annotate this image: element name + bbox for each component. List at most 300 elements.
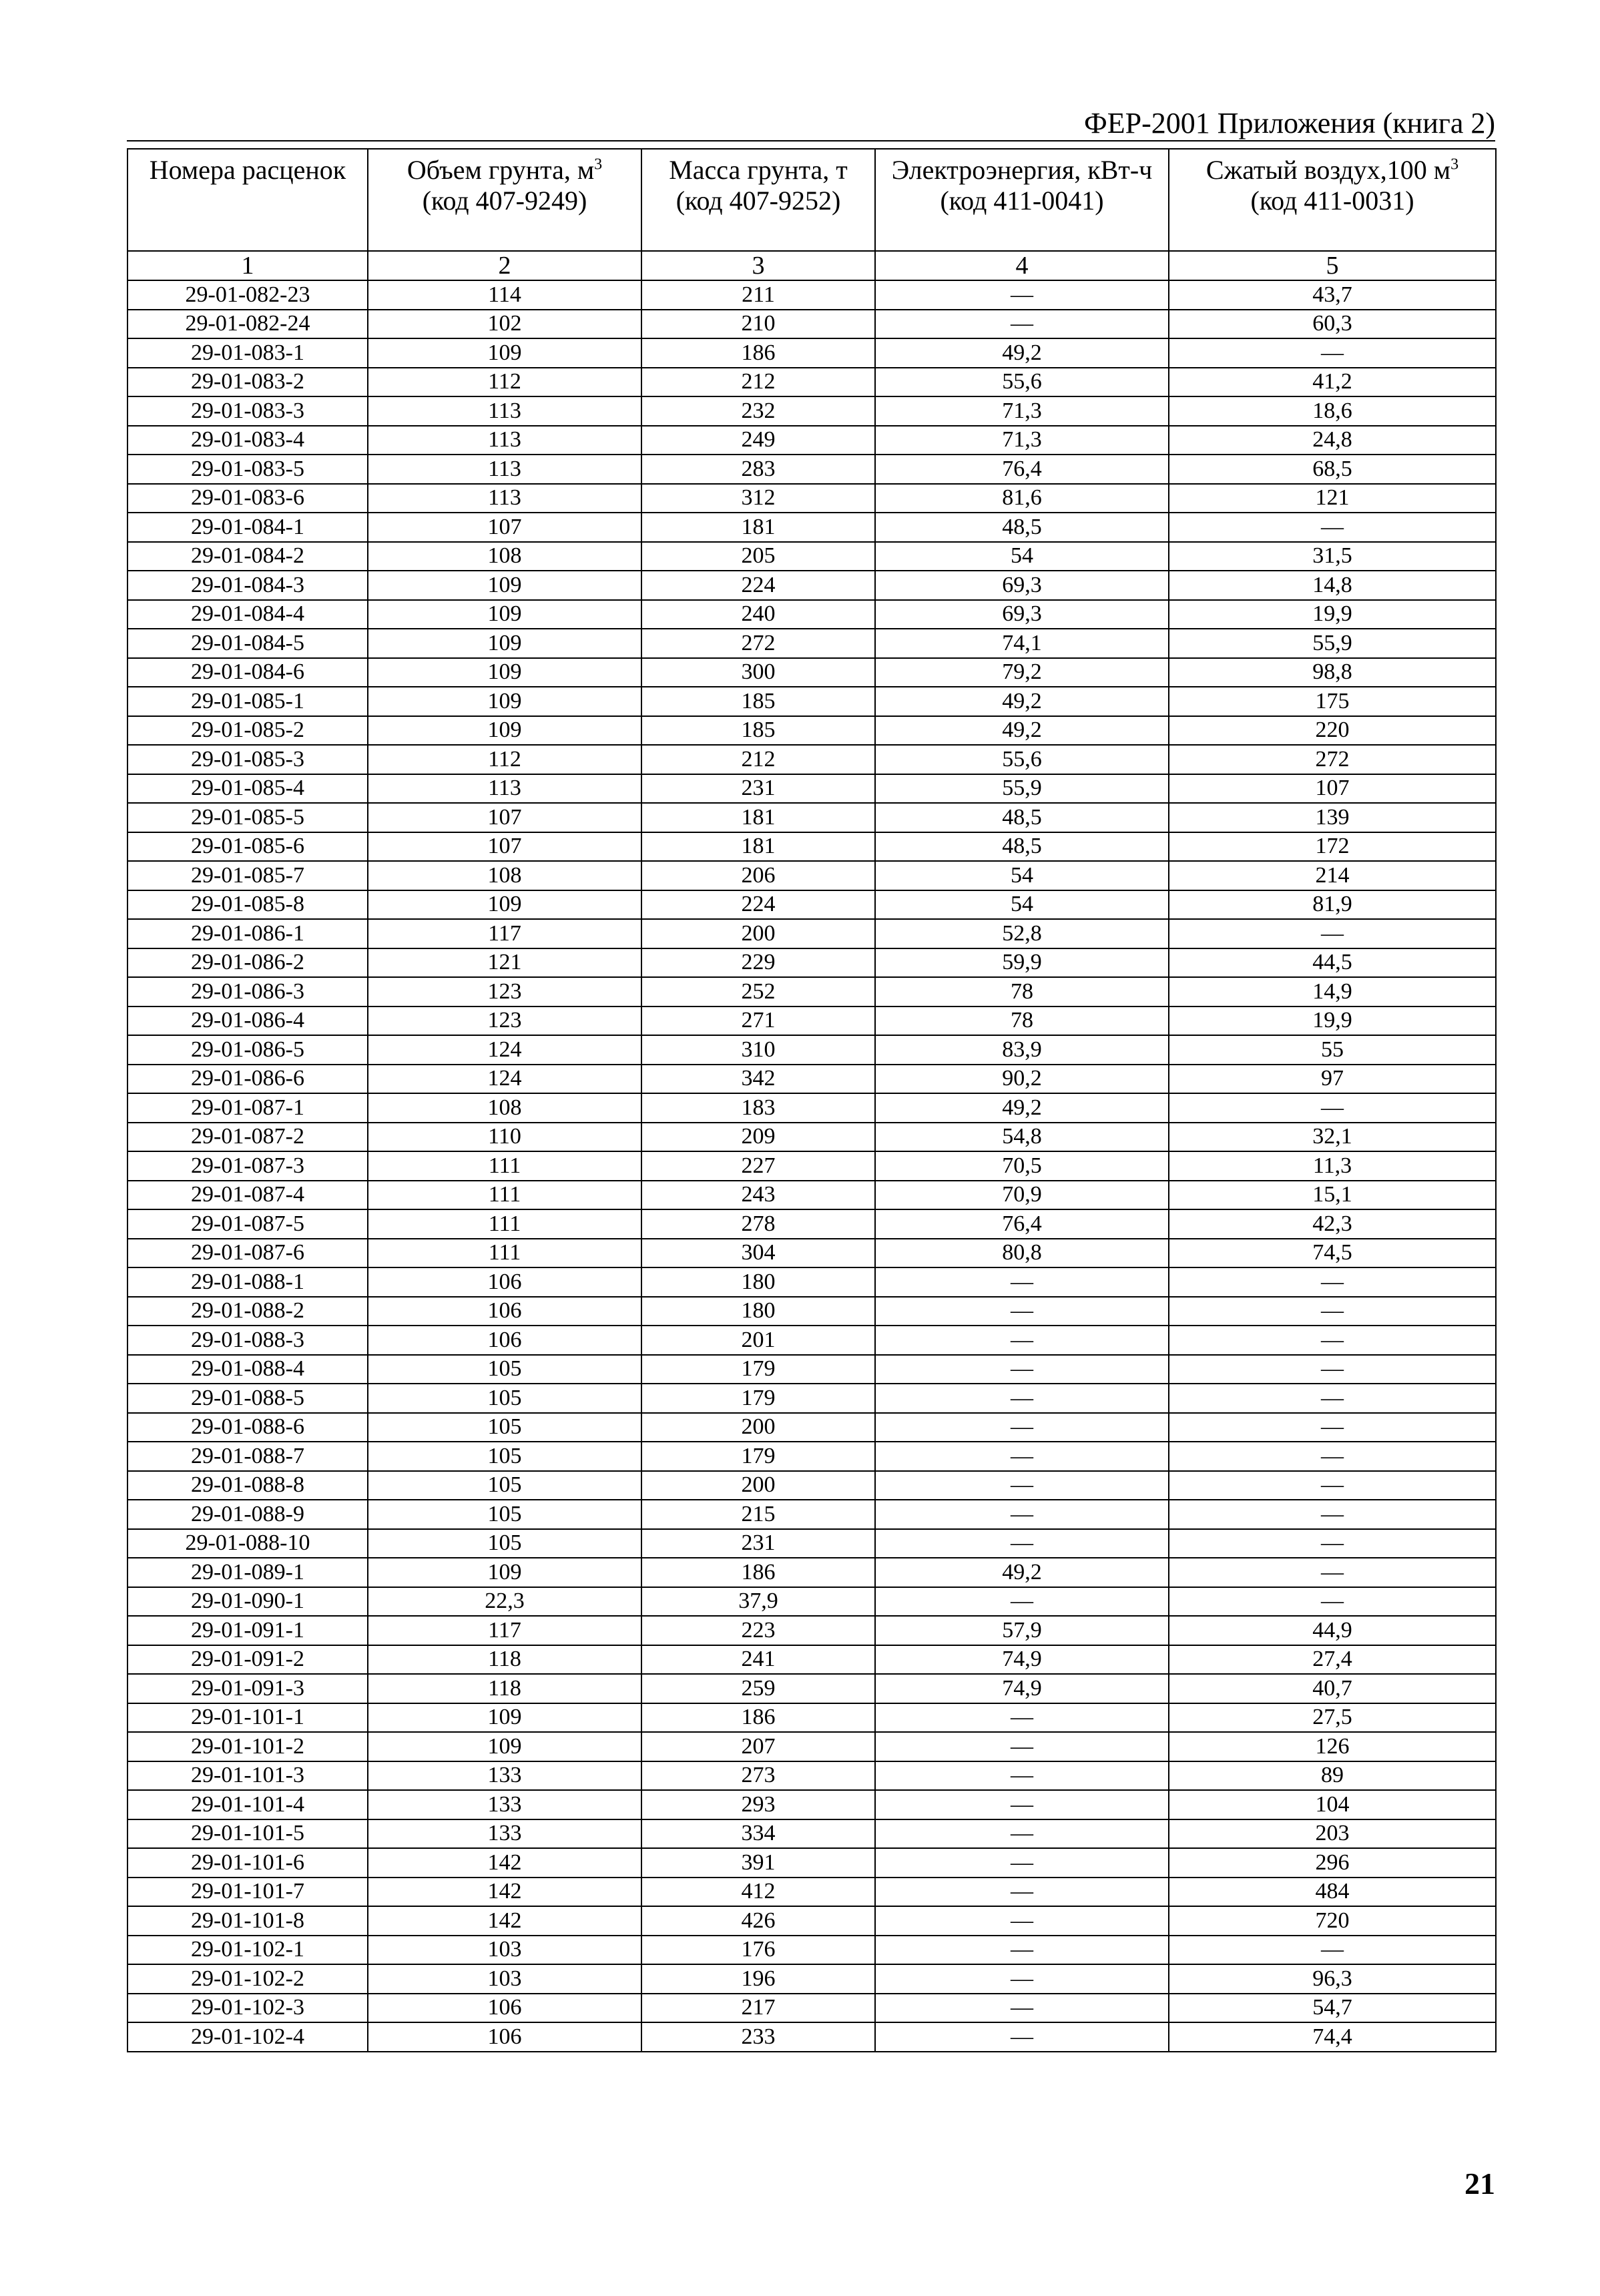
- table-cell: 54: [875, 542, 1169, 571]
- table-cell: 49,2: [875, 687, 1169, 716]
- column-header-code: (код 407-9252): [676, 186, 841, 216]
- table-cell: 113: [368, 426, 641, 455]
- table-cell: 29-01-085-3: [127, 745, 368, 774]
- table-cell: 108: [368, 861, 641, 890]
- table-cell: 121: [368, 948, 641, 978]
- table-cell: 74,4: [1169, 2022, 1496, 2052]
- table-cell: 107: [368, 513, 641, 542]
- table-cell: 175: [1169, 687, 1496, 716]
- table-row: [127, 1151, 1496, 1181]
- table-cell: 44,9: [1169, 1616, 1496, 1645]
- table-row: [127, 542, 1496, 571]
- table-cell: —: [875, 1471, 1169, 1500]
- table-cell: 90,2: [875, 1065, 1169, 1094]
- table-cell: 224: [641, 571, 875, 600]
- table-cell: 104: [1169, 1790, 1496, 1819]
- table-cell: 212: [641, 745, 875, 774]
- table-cell: 42,3: [1169, 1209, 1496, 1239]
- table-cell: 227: [641, 1151, 875, 1181]
- table-cell: 106: [368, 1326, 641, 1355]
- table-header-row: [127, 149, 1496, 251]
- table-cell: 117: [368, 1616, 641, 1645]
- column-number: 2: [368, 251, 641, 280]
- table-cell: 249: [641, 426, 875, 455]
- table-cell: 29-01-102-3: [127, 1994, 368, 2023]
- column-header-superscript: 3: [594, 156, 603, 174]
- table-cell: 29-01-088-2: [127, 1297, 368, 1326]
- table-cell: 29-01-087-2: [127, 1123, 368, 1152]
- table-cell: 55: [1169, 1035, 1496, 1065]
- table-cell: 29-01-087-6: [127, 1239, 368, 1268]
- table-cell: 18,6: [1169, 396, 1496, 426]
- table-cell: —: [875, 1529, 1169, 1558]
- table-cell: 201: [641, 1326, 875, 1355]
- table-cell: —: [1169, 338, 1496, 368]
- table-cell: 109: [368, 1558, 641, 1587]
- table-cell: 107: [368, 803, 641, 832]
- table-row: [127, 1297, 1496, 1326]
- table-cell: 29-01-086-5: [127, 1035, 368, 1065]
- table-row: [127, 1529, 1496, 1558]
- table-cell: 142: [368, 1878, 641, 1907]
- table-cell: 29-01-087-1: [127, 1093, 368, 1123]
- table-cell: 109: [368, 658, 641, 687]
- table-cell: 231: [641, 774, 875, 804]
- column-number: 1: [127, 251, 368, 280]
- table-cell: —: [1169, 1384, 1496, 1413]
- table-cell: —: [875, 2022, 1169, 2052]
- table-cell: —: [1169, 1587, 1496, 1617]
- table-cell: 55,9: [875, 774, 1169, 804]
- table-row: [127, 396, 1496, 426]
- table-cell: 29-01-084-5: [127, 629, 368, 658]
- table-cell: 79,2: [875, 658, 1169, 687]
- table-cell: 57,9: [875, 1616, 1169, 1645]
- table-cell: 186: [641, 1703, 875, 1733]
- table-cell: 181: [641, 832, 875, 862]
- table-row: [127, 687, 1496, 716]
- table-cell: 215: [641, 1500, 875, 1529]
- table-cell: 139: [1169, 803, 1496, 832]
- table-cell: 105: [368, 1384, 641, 1413]
- table-cell: 110: [368, 1123, 641, 1152]
- column-header-code: (код 411-0041): [940, 186, 1104, 216]
- table-cell: 105: [368, 1529, 641, 1558]
- table-cell: 29-01-102-4: [127, 2022, 368, 2052]
- table-cell: 105: [368, 1413, 641, 1442]
- table-cell: 200: [641, 1471, 875, 1500]
- table-row: [127, 1936, 1496, 1965]
- table-cell: 179: [641, 1384, 875, 1413]
- table-cell: 83,9: [875, 1035, 1169, 1065]
- table-cell: 124: [368, 1065, 641, 1094]
- table-row: [127, 1703, 1496, 1733]
- table-cell: 183: [641, 1093, 875, 1123]
- table-cell: 224: [641, 890, 875, 920]
- table-cell: 205: [641, 542, 875, 571]
- table-cell: 80,8: [875, 1239, 1169, 1268]
- table-cell: 123: [368, 1007, 641, 1036]
- table-cell: 76,4: [875, 455, 1169, 484]
- table-cell: 412: [641, 1878, 875, 1907]
- table-cell: 106: [368, 2022, 641, 2052]
- table-cell: 179: [641, 1442, 875, 1471]
- document-header: ФЕР-2001 Приложения (книга 2): [1084, 107, 1495, 139]
- table-cell: 29-01-101-8: [127, 1906, 368, 1936]
- table-row: [127, 948, 1496, 978]
- table-cell: 29-01-091-1: [127, 1616, 368, 1645]
- table-cell: —: [875, 1297, 1169, 1326]
- table-row: [127, 890, 1496, 920]
- column-header-code: (код 407-9249): [422, 186, 587, 216]
- column-header-code: (код 411-0031): [1250, 186, 1414, 216]
- table-row: [127, 600, 1496, 629]
- table-cell: 240: [641, 600, 875, 629]
- table-cell: 172: [1169, 832, 1496, 862]
- table-cell: 29-01-090-1: [127, 1587, 368, 1617]
- table-cell: 391: [641, 1848, 875, 1878]
- table-cell: 29-01-091-3: [127, 1674, 368, 1703]
- table-cell: 29-01-083-5: [127, 455, 368, 484]
- table-cell: 96,3: [1169, 1964, 1496, 1994]
- table-cell: 109: [368, 1703, 641, 1733]
- table-cell: 426: [641, 1906, 875, 1936]
- table-row: [127, 280, 1496, 310]
- table-cell: 74,9: [875, 1674, 1169, 1703]
- table-cell: 211: [641, 280, 875, 310]
- table-cell: 102: [368, 310, 641, 339]
- table-cell: 180: [641, 1267, 875, 1297]
- table-cell: 29-01-085-7: [127, 861, 368, 890]
- table-cell: 29-01-101-1: [127, 1703, 368, 1733]
- table-cell: 334: [641, 1819, 875, 1849]
- table-cell: 109: [368, 338, 641, 368]
- table-cell: 196: [641, 1964, 875, 1994]
- table-cell: —: [1169, 513, 1496, 542]
- table-cell: 54,7: [1169, 1994, 1496, 2023]
- table-row: [127, 1994, 1496, 2023]
- column-header-label: Электроэнергия, кВт-ч: [891, 155, 1153, 185]
- table-cell: 118: [368, 1645, 641, 1675]
- table-cell: 111: [368, 1151, 641, 1181]
- table-cell: 133: [368, 1790, 641, 1819]
- table-cell: 43,7: [1169, 280, 1496, 310]
- table-row: [127, 1790, 1496, 1819]
- table-cell: 217: [641, 1994, 875, 2023]
- table-cell: 32,1: [1169, 1123, 1496, 1152]
- table-cell: 220: [1169, 716, 1496, 746]
- table-cell: —: [1169, 1936, 1496, 1965]
- table-cell: —: [875, 1906, 1169, 1936]
- table-cell: 19,9: [1169, 600, 1496, 629]
- table-cell: —: [875, 1964, 1169, 1994]
- table-cell: 229: [641, 948, 875, 978]
- table-row: [127, 803, 1496, 832]
- table-row: [127, 1065, 1496, 1094]
- table-cell: —: [875, 1819, 1169, 1849]
- column-number: 5: [1169, 251, 1496, 280]
- table-cell: 179: [641, 1355, 875, 1384]
- table-cell: 107: [368, 832, 641, 862]
- table-row: [127, 1674, 1496, 1703]
- table-cell: 185: [641, 716, 875, 746]
- table-row: [127, 484, 1496, 513]
- table-cell: 81,9: [1169, 890, 1496, 920]
- table-row: [127, 1471, 1496, 1500]
- table-cell: —: [875, 1790, 1169, 1819]
- table-row: [127, 1500, 1496, 1529]
- table-cell: 181: [641, 513, 875, 542]
- table-cell: 133: [368, 1819, 641, 1849]
- table-cell: —: [1169, 1558, 1496, 1587]
- table-cell: 29-01-085-8: [127, 890, 368, 920]
- column-header-label: Сжатый воздух,100 м: [1206, 155, 1451, 185]
- table-cell: 103: [368, 1964, 641, 1994]
- table-cell: 29-01-102-1: [127, 1936, 368, 1965]
- table-cell: 44,5: [1169, 948, 1496, 978]
- table-row: [127, 745, 1496, 774]
- table-cell: —: [875, 1703, 1169, 1733]
- table-row: [127, 1906, 1496, 1936]
- table-cell: 29-01-085-2: [127, 716, 368, 746]
- table-cell: 29-01-085-1: [127, 687, 368, 716]
- table-cell: 271: [641, 1007, 875, 1036]
- table-cell: 78: [875, 977, 1169, 1007]
- table-cell: 60,3: [1169, 310, 1496, 339]
- table-cell: —: [875, 1936, 1169, 1965]
- table-row: [127, 1848, 1496, 1878]
- table-cell: 70,5: [875, 1151, 1169, 1181]
- table-row: [127, 1878, 1496, 1907]
- table-cell: 185: [641, 687, 875, 716]
- table-cell: 29-01-101-7: [127, 1878, 368, 1907]
- table-cell: —: [875, 1878, 1169, 1907]
- table-cell: —: [1169, 1093, 1496, 1123]
- table-cell: 29-01-082-23: [127, 280, 368, 310]
- table-cell: 111: [368, 1181, 641, 1210]
- table-cell: —: [1169, 1471, 1496, 1500]
- table-cell: 109: [368, 571, 641, 600]
- table-cell: 310: [641, 1035, 875, 1065]
- table-cell: 112: [368, 368, 641, 397]
- rates-table: [127, 148, 1497, 2052]
- table-cell: 29-01-089-1: [127, 1558, 368, 1587]
- table-cell: —: [1169, 1529, 1496, 1558]
- table-cell: 29-01-085-6: [127, 832, 368, 862]
- table-cell: 14,9: [1169, 977, 1496, 1007]
- table-cell: 81,6: [875, 484, 1169, 513]
- column-header: [368, 149, 641, 251]
- table-cell: 29-01-088-6: [127, 1413, 368, 1442]
- table-cell: 29-01-088-5: [127, 1384, 368, 1413]
- table-cell: 29-01-091-2: [127, 1645, 368, 1675]
- table-cell: 29-01-086-1: [127, 919, 368, 948]
- table-cell: 15,1: [1169, 1181, 1496, 1210]
- page-number: 21: [1464, 2167, 1495, 2201]
- table-cell: 54: [875, 890, 1169, 920]
- column-header-superscript: 3: [1450, 156, 1459, 174]
- table-cell: 49,2: [875, 1558, 1169, 1587]
- table-cell: 71,3: [875, 396, 1169, 426]
- table-row: [127, 1267, 1496, 1297]
- table-cell: 74,5: [1169, 1239, 1496, 1268]
- table-cell: 55,9: [1169, 629, 1496, 658]
- table-cell: 109: [368, 1732, 641, 1761]
- table-cell: 29-01-085-4: [127, 774, 368, 804]
- table-row: [127, 1355, 1496, 1384]
- table-cell: 113: [368, 484, 641, 513]
- table-cell: 272: [1169, 745, 1496, 774]
- table-cell: 24,8: [1169, 426, 1496, 455]
- table-row: [127, 426, 1496, 455]
- table-cell: 54,8: [875, 1123, 1169, 1152]
- table-cell: 210: [641, 310, 875, 339]
- table-cell: 484: [1169, 1878, 1496, 1907]
- table-cell: 105: [368, 1471, 641, 1500]
- table-cell: 212: [641, 368, 875, 397]
- table-cell: 14,8: [1169, 571, 1496, 600]
- table-cell: 29-01-087-5: [127, 1209, 368, 1239]
- table-cell: 29-01-101-2: [127, 1732, 368, 1761]
- table-cell: 74,1: [875, 629, 1169, 658]
- header-rule: [127, 140, 1495, 141]
- table-cell: —: [875, 1326, 1169, 1355]
- table-cell: 233: [641, 2022, 875, 2052]
- table-cell: 108: [368, 1093, 641, 1123]
- table-cell: 180: [641, 1297, 875, 1326]
- table-cell: 31,5: [1169, 542, 1496, 571]
- table-cell: 29-01-101-5: [127, 1819, 368, 1849]
- table-cell: 29-01-102-2: [127, 1964, 368, 1994]
- table-cell: 109: [368, 629, 641, 658]
- table-cell: 259: [641, 1674, 875, 1703]
- table-row: [127, 338, 1496, 368]
- table-row: [127, 1442, 1496, 1471]
- table-row: [127, 1732, 1496, 1761]
- table-row: [127, 368, 1496, 397]
- table-cell: —: [875, 1587, 1169, 1617]
- table-cell: 55,6: [875, 368, 1169, 397]
- table-cell: 76,4: [875, 1209, 1169, 1239]
- column-number: 3: [641, 251, 875, 280]
- table-cell: 29-01-084-2: [127, 542, 368, 571]
- table-cell: 29-01-088-4: [127, 1355, 368, 1384]
- table-cell: 48,5: [875, 803, 1169, 832]
- table-cell: 231: [641, 1529, 875, 1558]
- table-cell: 97: [1169, 1065, 1496, 1094]
- column-header: [641, 149, 875, 251]
- table-cell: 29-01-083-3: [127, 396, 368, 426]
- table-cell: 109: [368, 600, 641, 629]
- table-cell: 29-01-088-8: [127, 1471, 368, 1500]
- table-row: [127, 716, 1496, 746]
- table-cell: 29-01-088-10: [127, 1529, 368, 1558]
- table-row: [127, 658, 1496, 687]
- table-cell: 203: [1169, 1819, 1496, 1849]
- table-cell: 70,9: [875, 1181, 1169, 1210]
- table-cell: 68,5: [1169, 455, 1496, 484]
- column-header-label: Масса грунта, т: [669, 155, 848, 185]
- table-cell: 27,5: [1169, 1703, 1496, 1733]
- table-cell: 106: [368, 1267, 641, 1297]
- column-number: 4: [875, 251, 1169, 280]
- table-row: [127, 1239, 1496, 1268]
- table-cell: —: [1169, 1297, 1496, 1326]
- table-cell: 342: [641, 1065, 875, 1094]
- table-cell: 109: [368, 687, 641, 716]
- table-cell: 232: [641, 396, 875, 426]
- table-cell: 181: [641, 803, 875, 832]
- table-cell: 29-01-082-24: [127, 310, 368, 339]
- table-cell: 55,6: [875, 745, 1169, 774]
- table-cell: —: [875, 1732, 1169, 1761]
- table-cell: 111: [368, 1209, 641, 1239]
- table-cell: 293: [641, 1790, 875, 1819]
- table-cell: 52,8: [875, 919, 1169, 948]
- table-cell: 108: [368, 542, 641, 571]
- table-cell: 11,3: [1169, 1151, 1496, 1181]
- table-cell: 27,4: [1169, 1645, 1496, 1675]
- table-cell: 29-01-101-6: [127, 1848, 368, 1878]
- table-cell: 300: [641, 658, 875, 687]
- table-cell: 296: [1169, 1848, 1496, 1878]
- table-cell: 186: [641, 338, 875, 368]
- table-cell: —: [1169, 1500, 1496, 1529]
- table-row: [127, 629, 1496, 658]
- table-cell: 71,3: [875, 426, 1169, 455]
- table-cell: 19,9: [1169, 1007, 1496, 1036]
- table-cell: —: [875, 1384, 1169, 1413]
- table-cell: 29-01-087-3: [127, 1151, 368, 1181]
- table-cell: 29-01-084-1: [127, 513, 368, 542]
- table-row: [127, 1209, 1496, 1239]
- table-cell: 105: [368, 1500, 641, 1529]
- table-cell: 124: [368, 1035, 641, 1065]
- table-cell: 113: [368, 455, 641, 484]
- table-cell: 69,3: [875, 600, 1169, 629]
- table-cell: 142: [368, 1848, 641, 1878]
- table-cell: 252: [641, 977, 875, 1007]
- table-cell: —: [875, 1848, 1169, 1878]
- table-cell: 105: [368, 1442, 641, 1471]
- table-cell: 206: [641, 861, 875, 890]
- table-row: [127, 571, 1496, 600]
- table-cell: 223: [641, 1616, 875, 1645]
- column-number-row: [127, 251, 1496, 280]
- table-cell: 89: [1169, 1761, 1496, 1791]
- table-cell: 106: [368, 1297, 641, 1326]
- table-cell: 29-01-083-6: [127, 484, 368, 513]
- table-cell: 107: [1169, 774, 1496, 804]
- table-row: [127, 455, 1496, 484]
- table-cell: 283: [641, 455, 875, 484]
- table-cell: —: [1169, 1355, 1496, 1384]
- table-cell: 49,2: [875, 716, 1169, 746]
- column-header: [875, 149, 1169, 251]
- table-cell: 207: [641, 1732, 875, 1761]
- table-row: [127, 1645, 1496, 1675]
- table-cell: —: [875, 1761, 1169, 1791]
- table-row: [127, 1093, 1496, 1123]
- table-cell: —: [875, 1355, 1169, 1384]
- table-cell: 49,2: [875, 338, 1169, 368]
- column-header: [1169, 149, 1496, 251]
- table-cell: 69,3: [875, 571, 1169, 600]
- table-row: [127, 977, 1496, 1007]
- table-cell: 37,9: [641, 1587, 875, 1617]
- table-cell: 48,5: [875, 832, 1169, 862]
- table-row: [127, 1384, 1496, 1413]
